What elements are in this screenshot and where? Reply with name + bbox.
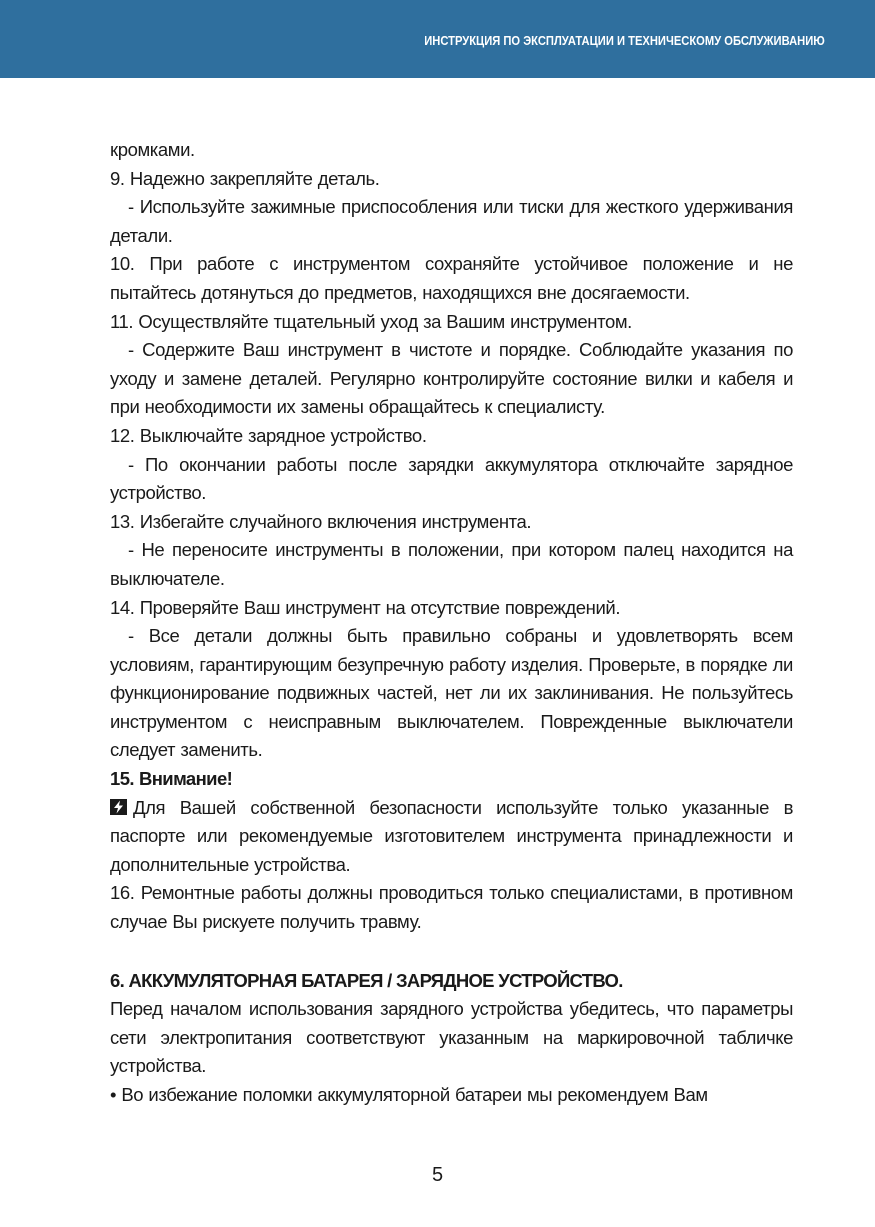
- page-content: [110, 136, 793, 1110]
- attention-heading: 15. Внимание!: [110, 768, 233, 790]
- rule-detail-13: - Не переносите инструменты в положении, при котором палец находится на выключателе.: [110, 539, 793, 589]
- rule-detail-14: - Все детали должны быть правильно собраны и удовлетворять всем условиям, гарантирующим безупречную работу изделия. Проверьте, в порядке ли функционирование подвижных частей, нет ли их заклинивания. Не пользуйтесь инструментом с неисправным выключателем. Поврежденные выключатели следует заменить.: [110, 625, 793, 761]
- rule-heading-13: 13. Избегайте случайного включения инструмента.: [110, 510, 532, 532]
- rule-heading-9: 9. Надежно закрепляйте деталь.: [110, 167, 380, 189]
- attention-text: [110, 794, 793, 880]
- rule-detail-9: - Используйте зажимные приспособления или тиски для жесткого удерживания детали.: [110, 196, 793, 246]
- attention-text-content: Для Вашей собственной безопасности используйте только указанные в паспорте или рекомендуемые изготовителем инструмента принадлежности и дополнительные устройства.: [110, 796, 793, 875]
- header-band: [0, 0, 875, 78]
- page-number: 5: [431, 1164, 444, 1186]
- rule-heading-14: 14. Проверяйте Ваш инструмент на отсутствие повреждений.: [110, 596, 621, 618]
- section-bullet: • Во избежание поломки аккумуляторной батареи мы рекомендуем Вам: [110, 1084, 708, 1105]
- section-title: 6. АККУМУЛЯТОРНАЯ БАТАРЕЯ / ЗАРЯДНОЕ УСТРОЙСТВО.: [110, 969, 623, 991]
- section-paragraph: Перед началом использования зарядного устройства убедитесь, что параметры сети электропитания соответствуют указанным на маркировочной табличке устройства.: [110, 998, 793, 1077]
- paragraph: кромками.: [110, 139, 195, 160]
- rule-heading-12: 12. Выключайте зарядное устройство.: [110, 424, 427, 446]
- rule-heading-10: 10. При работе с инструментом сохраняйте устойчивое положение и не пытайтесь дотянуться до предметов, находящихся вне досягаемости.: [110, 253, 793, 303]
- rule-heading-16: 16. Ремонтные работы должны проводиться только специалистами, в противном случае Вы рискуете получить травму.: [110, 882, 793, 933]
- rule-detail-12: - По окончании работы после зарядки аккумулятора отключайте зарядное устройство.: [110, 453, 793, 504]
- header-title: ИНСТРУКЦИЯ ПО ЭКСПЛУАТАЦИИ И ТЕХНИЧЕСКОМУ ОБСЛУЖИВАНИЮ: [424, 33, 825, 48]
- lightning-warning-icon: [110, 799, 127, 815]
- rule-detail-11: - Содержите Ваш инструмент в чистоте и порядке. Соблюдайте указания по уходу и замене деталей. Регулярно контролируйте состояние вилки и кабеля и при необходимости их замены обращайтесь к специалисту.: [110, 339, 793, 418]
- rule-heading-11: 11. Осуществляйте тщательный уход за Вашим инструментом.: [110, 310, 632, 332]
